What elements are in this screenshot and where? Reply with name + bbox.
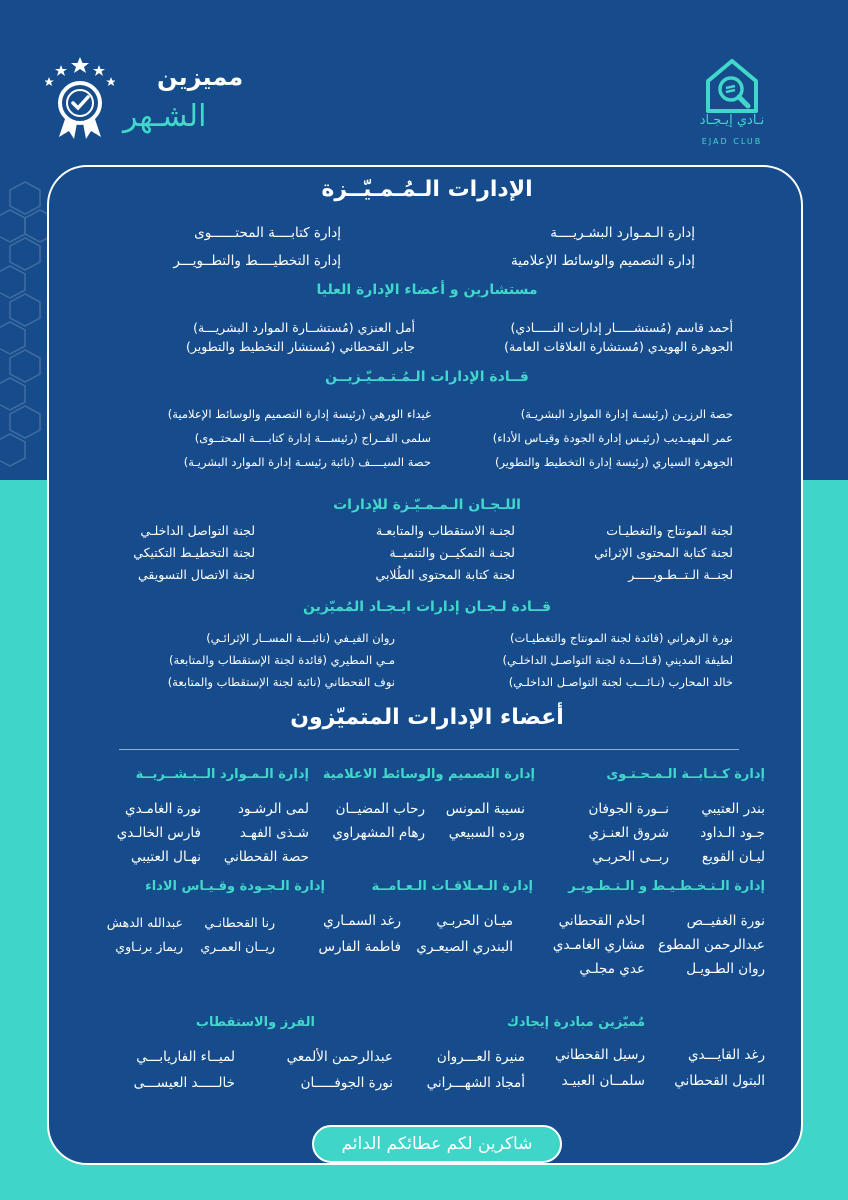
- committee-item: لجنة المونتاج والتغطيـات: [606, 523, 733, 538]
- badge-title: مميزين: [157, 63, 244, 91]
- committee-leader-item: مـي المطيري (قائدة لجنة الإستقطاب والمتابعة): [168, 653, 395, 667]
- group-title-sorting: الفرز والاستقطاب: [195, 1015, 315, 1030]
- badge-subtitle: الشـهر: [123, 99, 207, 134]
- department-item: إدارة التخطيــــط والتطــويـــر: [173, 253, 341, 269]
- logo-latin: EJAD CLUB: [701, 137, 763, 146]
- logo-name: نـادي إيـجـاد: [699, 113, 765, 128]
- award-check-icon: [45, 55, 115, 140]
- member-name: أمجاد الشهـــراني: [426, 1075, 525, 1091]
- member-name: عبدالرحمن المطوع: [657, 937, 765, 953]
- department-item: إدارة كتابــــة المحتــــــوى: [194, 225, 341, 241]
- member-name: رنا القحطانـي: [204, 915, 275, 930]
- committee-item: لجنـة التمكيــن والتنميــة: [389, 545, 515, 560]
- page-header: [0, 0, 848, 160]
- member-name: بندر العتيبي: [701, 801, 765, 817]
- member-name: شـذى الفهـد: [239, 825, 309, 841]
- member-name: رهام المشهراوي: [332, 825, 425, 841]
- member-name: نسيبة المونس: [445, 801, 525, 817]
- member-name: عدي مجلـي: [579, 961, 645, 977]
- member-name: حصة القحطاني: [223, 849, 309, 865]
- advisors-title: مستشارين و أعضاء الإدارة العليا: [316, 282, 538, 298]
- member-name: رحاب المضيــان: [335, 801, 425, 817]
- advisor-item: أمل العنزي (مُستشــارة الموارد البشريـــة): [193, 320, 415, 335]
- committee-leader-item: لطيفة المديني (قـائـــدة لجنة التواصـل الداخلـي): [502, 653, 733, 667]
- group-title-content: إدارة كـتـابــة الـمـحـتـوى: [606, 767, 765, 782]
- department-item: إدارة التصميم والوسائط الإعلامية: [511, 253, 695, 269]
- member-name: نــورة الجوفان: [588, 801, 669, 817]
- content-card: [47, 165, 803, 1165]
- department-item: إدارة الـمـوارد البشـريــــة: [550, 225, 695, 241]
- member-name: مشاري الغامـدي: [552, 937, 645, 953]
- committee-leader-item: نورة الزهراني (قائدة لجنة المونتاج والتغطيـات): [510, 631, 733, 645]
- committee-item: لجنة كتابة المحتوى الإثرائي: [594, 545, 733, 560]
- committee-leader-item: نوف القحطاني (نائبة لجنة الإستقطاب والمتابعة): [167, 675, 395, 689]
- advisor-item: جابر القحطاني (مُستشار التخطيط والتطوير): [186, 339, 415, 354]
- leader-item: سلمى الفــراج (رئيســـة إدارة كتابــــة المحتــوى): [194, 431, 431, 445]
- divider: [119, 749, 739, 750]
- member-name: جـود الـداود: [700, 825, 765, 841]
- leader-item: حصة الرزيـن (رئيسـة إدارة الموارد البشريـة): [520, 407, 733, 421]
- member-name: ميـان الحربـي: [436, 913, 513, 929]
- group-title-pr: إدارة الـعـلاقـات الـعـامــة: [371, 879, 533, 894]
- member-name: منيرة العـــروان: [436, 1049, 525, 1065]
- member-name: ريــان العمـري: [200, 939, 275, 954]
- committees-title: اللـجـان الـمـمـيّـزة للإدارات: [333, 497, 521, 513]
- committee-item: لجنـة الاستقطاب والمتابعـة: [376, 523, 515, 538]
- group-title-hr: إدارة الـمـوارد الــبـشــريــة: [135, 767, 309, 782]
- excellent-departments-title: الإدارات الـمُـمـيّــزة: [321, 177, 533, 202]
- committee-item: لجنة التخطيـط التكتيكي: [133, 545, 255, 560]
- member-name: لميــاء الفاريابـــي: [136, 1049, 235, 1065]
- group-title-design: إدارة التصميم والوسائط الاعلامية: [322, 767, 535, 782]
- member-name: عبدالله الدهش: [106, 915, 183, 930]
- member-name: ريماز برنـاوي: [115, 939, 183, 954]
- group-title-initiative: مُميّزين مبادرة إيجادك: [506, 1015, 645, 1030]
- committee-item: لجنة التواصل الداخلـي: [140, 523, 255, 538]
- member-name: خالـــــد العيســـى: [133, 1075, 235, 1091]
- member-name: فارس الخالـدي: [116, 825, 201, 841]
- leader-item: الجوهرة السياري (رئيسة إدارة التخطيط والتطوير): [494, 455, 733, 469]
- member-name: عبدالرحمن الألمعي: [286, 1049, 393, 1065]
- member-name: البندري الصيعـري: [416, 939, 513, 955]
- advisor-item: أحمد قاسم (مُستشـــــار إدارات النـــــادي): [510, 320, 733, 335]
- member-name: شروق العنـزي: [588, 825, 669, 841]
- member-name: لمى الرشـود: [237, 801, 309, 817]
- committee-leader-item: روان الفيـفي (نائبـــة المســار الإثرائـي): [206, 631, 395, 645]
- member-name: نورة الجوفـــــان: [300, 1075, 393, 1091]
- committee-leaders-title: قــادة لـجـان إدارات ايـجـاد المُميّزين: [302, 599, 552, 615]
- leader-item: عمر المهيـديب (رئيـس إدارة الجودة وقيـاس الأداء): [492, 431, 733, 445]
- advisor-item: الجوهرة الهويدي (مُستشارة العلاقات العامة): [504, 339, 733, 354]
- member-name: البتول القحطاني: [674, 1073, 765, 1089]
- committee-item: لجنة الاتصال التسويقي: [138, 567, 255, 582]
- month-badge: [45, 55, 245, 145]
- member-name: روان الطـويـل: [686, 961, 765, 977]
- footer-thanks: شاكرين لكم عطائكم الدائم: [312, 1125, 562, 1163]
- member-name: نورة الغفيــص: [686, 913, 765, 929]
- group-title-quality: إدارة الـجـودة وقـيـاس الاداء: [145, 879, 325, 894]
- club-logo: [692, 55, 772, 155]
- committee-item: لجنة كتابة المحتوى الطُلابي: [375, 567, 515, 582]
- members-title: أعضاء الإدارات المتميّزون: [290, 705, 564, 730]
- committee-leader-item: خالد المحارب (نـائـــب لجنة التواصـل الداخلـي): [508, 675, 733, 689]
- member-name: فاطمة الفارس: [318, 939, 401, 955]
- leader-item: غيداء الورهي (رئيسة إدارة التصميم والوسائط الإعلامية): [167, 407, 431, 421]
- member-name: رغد القايـــدي: [687, 1047, 765, 1063]
- member-name: نورة الغامـدي: [125, 801, 201, 817]
- committee-item: لجنــة الـتــطـويـــــر: [628, 567, 733, 582]
- member-name: رسيل القحطاني: [554, 1047, 645, 1063]
- member-name: ربــى الحربـي: [592, 849, 669, 865]
- leaders-title: قــادة الإدارات الـمُـتـمـيّـزيــن: [325, 369, 529, 385]
- leader-item: حصة السيــــف (نائبة رئيسـة إدارة الموارد البشريـة): [183, 455, 431, 469]
- member-name: رغد السمـاري: [323, 913, 401, 929]
- house-magnifier-icon: [702, 55, 762, 115]
- member-name: ليـان القويع: [701, 849, 765, 865]
- group-title-planning: إدارة الـتـخـطـيـط و الـتـطـويـر: [568, 879, 765, 894]
- member-name: سلمــان العبيـد: [561, 1073, 645, 1089]
- member-name: نهـال العتيبي: [131, 849, 201, 865]
- member-name: احلام القحطاني: [558, 913, 645, 929]
- member-name: ورده السبيعي: [448, 825, 525, 841]
